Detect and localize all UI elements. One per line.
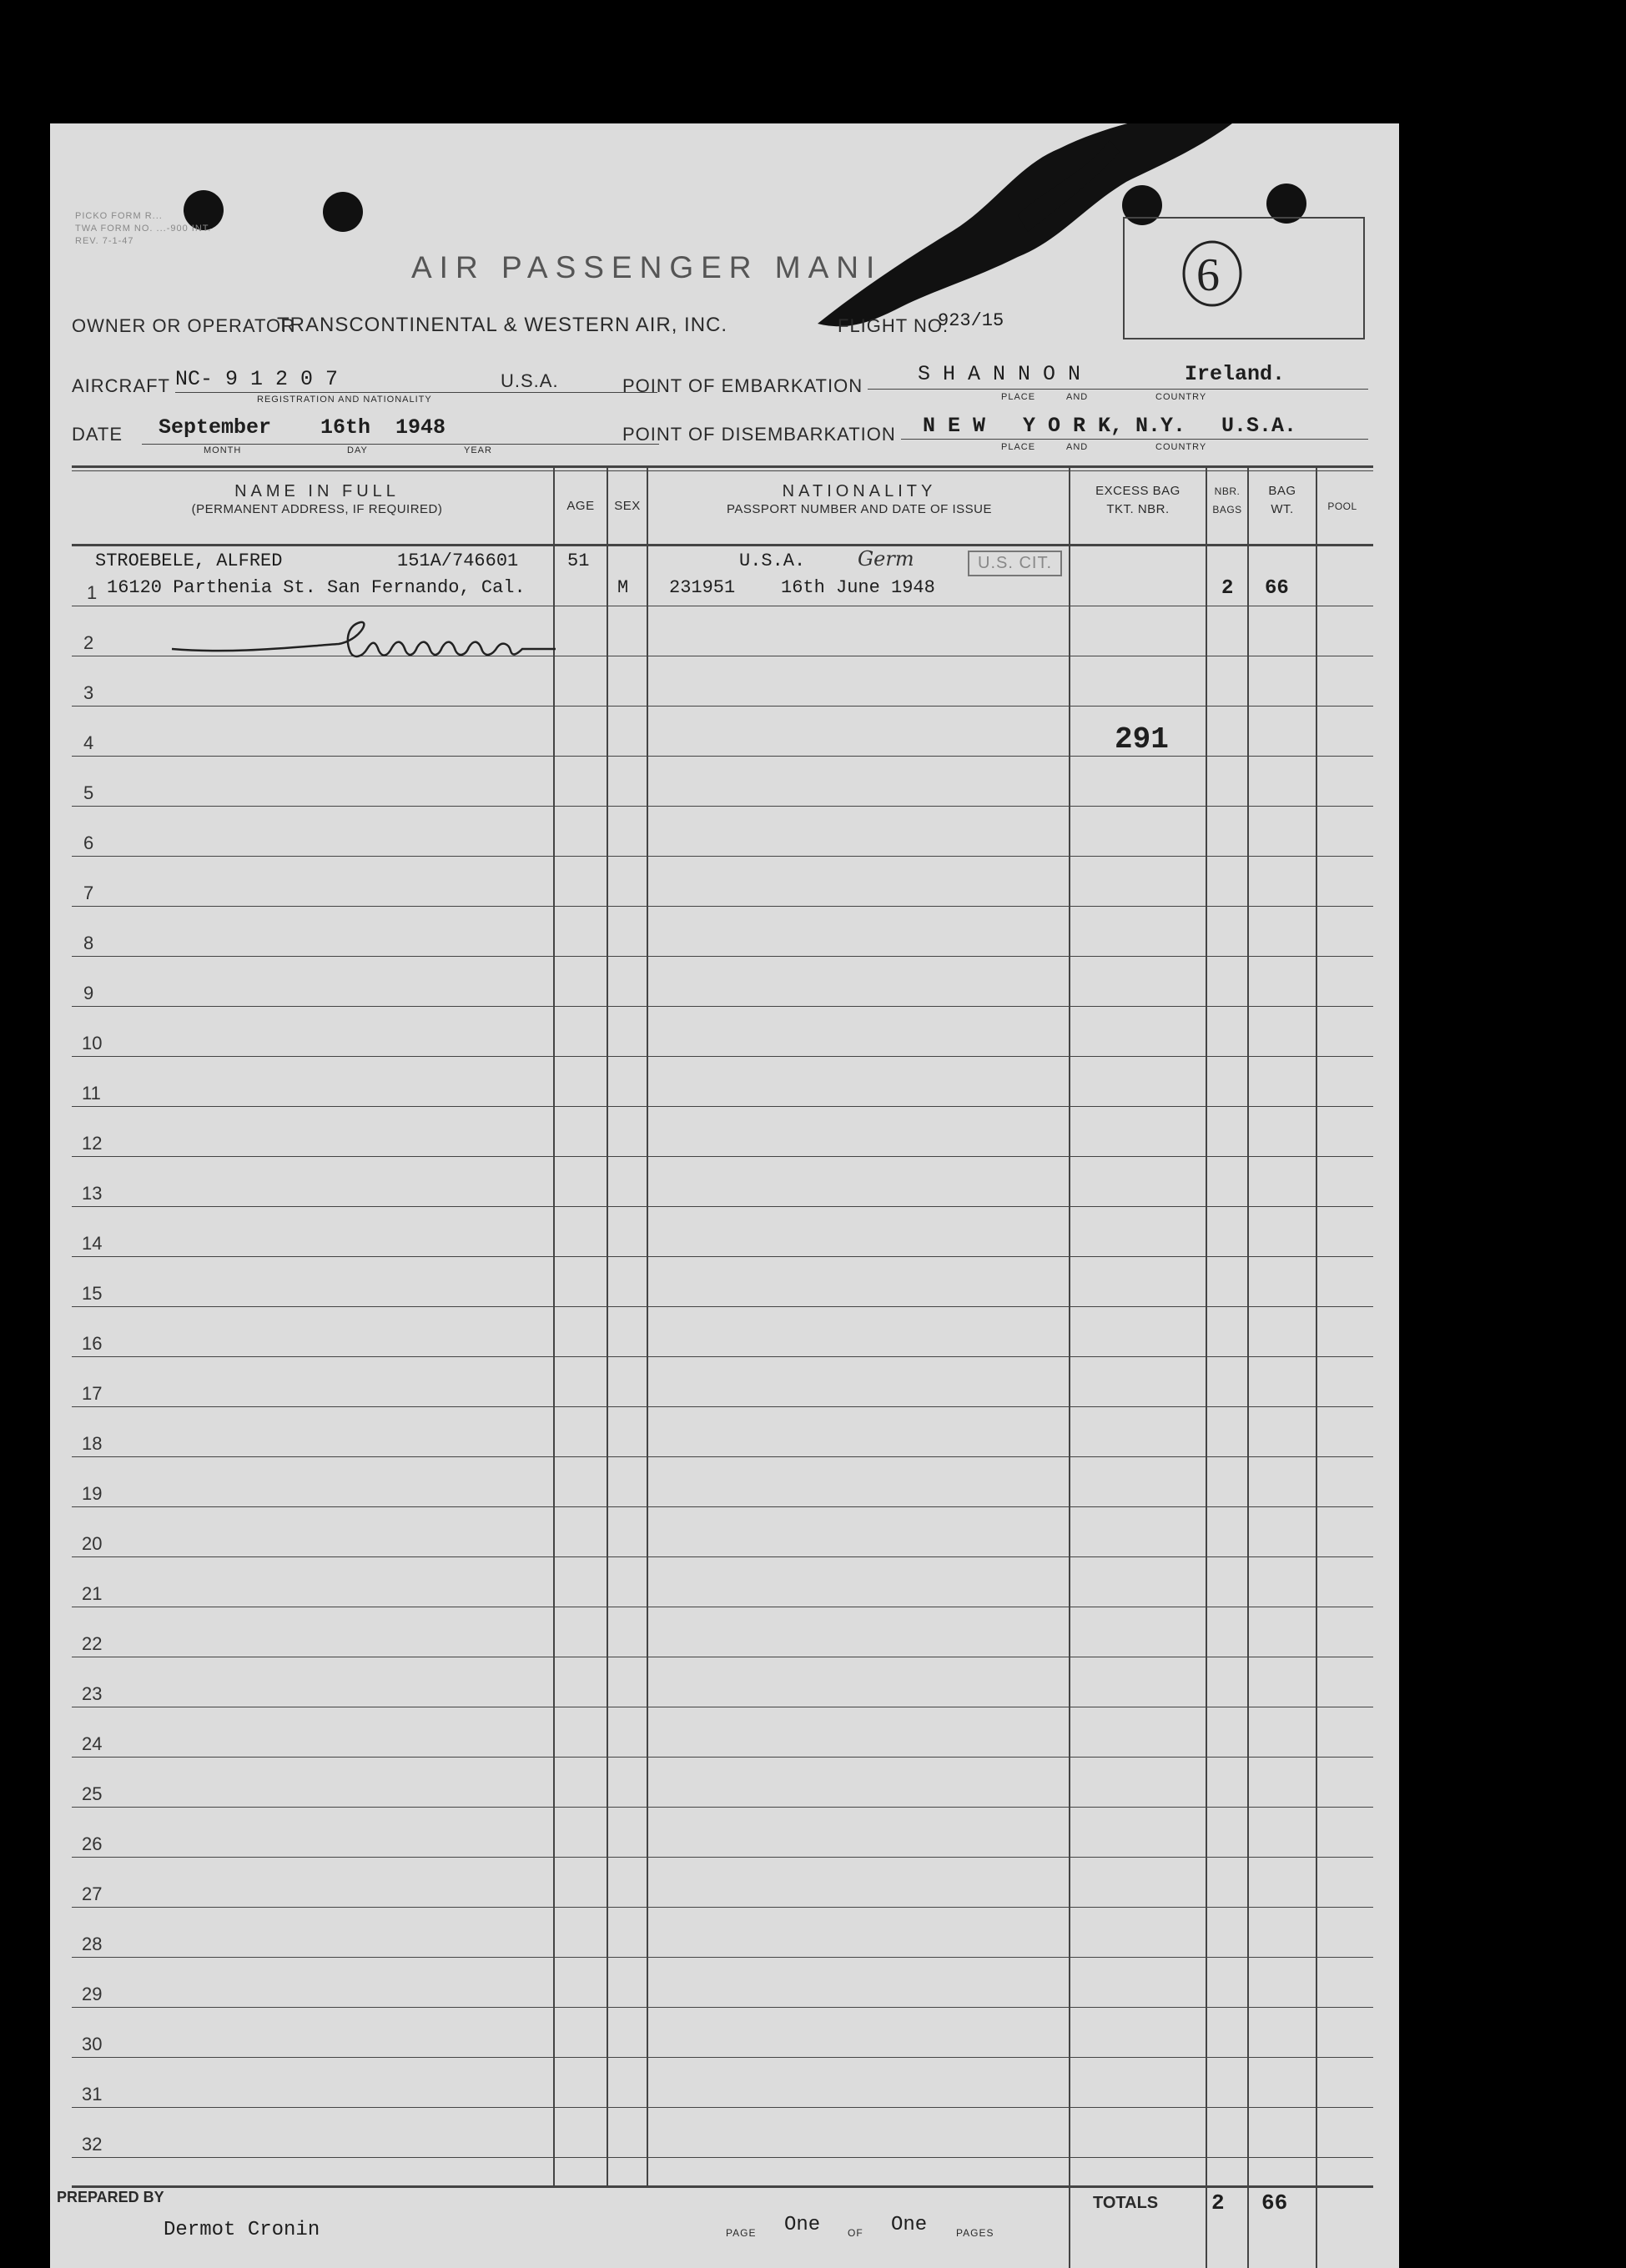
disembarkation-sublabel: COUNTRY [1155, 442, 1207, 452]
row-number: 23 [82, 1683, 103, 1704]
row-number: 27 [82, 1883, 103, 1904]
embarkation-sublabel: PLACE [1001, 392, 1036, 402]
disembarkation-sublabel: PLACE [1001, 442, 1036, 452]
row-number: 5 [83, 782, 94, 803]
aircraft-registration: NC- 9 1 2 0 7 [175, 367, 339, 391]
total-bags: 2 [1211, 2190, 1225, 2215]
row-number: 2 [83, 632, 94, 653]
passport-number: 231951 [669, 577, 736, 598]
disembarkation-label: POINT OF DISEMBARKATION [622, 424, 896, 445]
passenger-age: 51 [567, 551, 590, 571]
pages-label: PAGES [956, 2227, 994, 2239]
passenger-name: STROEBELE, ALFRED [95, 551, 283, 571]
date-sublabel: DAY [347, 445, 368, 455]
row-number: 13 [82, 1183, 103, 1204]
flight-label: FLIGHT NO. [838, 315, 949, 336]
owner-label: OWNER OR OPERATOR [72, 315, 295, 336]
passenger-ref: 151A/746601 [397, 551, 519, 571]
embarkation-label: POINT OF EMBARKATION [622, 375, 863, 396]
row-number: 20 [82, 1533, 103, 1554]
row-number: 18 [82, 1433, 103, 1454]
date-month: September [159, 415, 272, 440]
page-total: One [891, 2214, 928, 2236]
aircraft-label: AIRCRAFT [72, 375, 170, 396]
row-number: 3 [83, 682, 94, 703]
col-header-bag: BAG [1268, 484, 1296, 498]
col-header-bags: BAGS [1212, 504, 1242, 515]
embarkation-country: Ireland. [1185, 362, 1286, 386]
row-number: 1 [87, 582, 98, 603]
col-header-passport: PASSPORT NUMBER AND DATE OF ISSUE [727, 502, 992, 516]
row-number: 25 [82, 1783, 103, 1804]
form-ref-line: TWA FORM NO. ...-900 INT. [75, 224, 212, 234]
row-number: 22 [82, 1633, 103, 1654]
date-sublabel: MONTH [204, 445, 242, 455]
col-header-wt: WT. [1271, 502, 1294, 516]
row-number: 31 [82, 2084, 103, 2105]
passenger-bag-wt: 66 [1265, 577, 1289, 600]
embarkation-sublabel: COUNTRY [1155, 392, 1207, 402]
row-number: 4 [83, 732, 94, 753]
total-weight: 66 [1261, 2190, 1288, 2215]
form-ref-line: PICKO FORM R... [75, 211, 163, 221]
col-header-nbr: NBR. [1214, 485, 1241, 497]
punch-hole [323, 192, 363, 232]
row-number: 12 [82, 1133, 103, 1154]
row-number: 15 [82, 1283, 103, 1304]
col-header-nationality: NATIONALITY [782, 482, 937, 500]
of-label: OF [848, 2227, 863, 2239]
row-number: 26 [82, 1833, 103, 1854]
totals-label: TOTALS [1093, 2194, 1159, 2212]
row4-number: 291 [1115, 722, 1169, 757]
passenger-nbr-bags: 2 [1221, 577, 1234, 600]
row-number: 29 [82, 1984, 103, 2004]
row-number: 14 [82, 1233, 103, 1254]
row-number: 30 [82, 2034, 103, 2054]
row-number: 6 [83, 832, 94, 853]
passport-date: 16th June 1948 [781, 577, 935, 598]
passenger-nationality: U.S.A. [739, 551, 806, 571]
prepared-by-label: PREPARED BY [57, 2189, 164, 2205]
form-title: AIR PASSENGER MANI [411, 250, 883, 284]
nationality-handwritten-note: Germ [858, 547, 914, 571]
row-number: 11 [82, 1083, 101, 1104]
row-number: 32 [82, 2134, 103, 2155]
passenger-address: 16120 Parthenia St. San Fernando, Cal. [107, 577, 526, 598]
row-number: 9 [83, 983, 94, 1003]
row-number: 16 [82, 1333, 103, 1354]
owner-value: TRANSCONTINENTAL & WESTERN AIR, INC. [277, 314, 728, 336]
page-marker-number: 6 [1196, 249, 1220, 301]
passenger-sex: M [617, 577, 629, 598]
row-number: 28 [82, 1934, 103, 1954]
form-ref-line: REV. 7-1-47 [75, 236, 134, 246]
col-header-excess: EXCESS BAG [1095, 484, 1180, 498]
row-number: 21 [82, 1583, 103, 1604]
citizenship-stamp: U.S. CIT. [968, 551, 1062, 576]
row-number: 10 [82, 1033, 103, 1054]
date-label: DATE [72, 424, 123, 445]
row-number: 24 [82, 1733, 103, 1754]
row-number: 19 [82, 1483, 103, 1504]
prepared-by-name: Dermot Cronin [164, 2219, 320, 2241]
date-sublabel: YEAR [464, 445, 492, 455]
date-year: 1948 [395, 415, 446, 440]
manifest-sheet [50, 123, 1399, 2268]
page-number: One [784, 2214, 821, 2236]
row-number: 17 [82, 1383, 103, 1404]
row-number: 7 [83, 883, 94, 903]
disembarkation-place: N E W Y O R K, N.Y. [923, 414, 1186, 438]
col-header-name: NAME IN FULL [234, 482, 400, 500]
aircraft-sublabel: REGISTRATION AND NATIONALITY [257, 395, 432, 405]
page-label: PAGE [726, 2227, 757, 2239]
aircraft-nationality: U.S.A. [501, 370, 559, 391]
col-header-age: AGE [566, 499, 595, 513]
col-header-sex: SEX [614, 499, 641, 513]
col-header-name-sub: (PERMANENT ADDRESS, IF REQUIRED) [191, 502, 443, 516]
page-marker-box [1123, 217, 1365, 339]
disembarkation-sublabel: AND [1066, 442, 1089, 452]
disembarkation-country: U.S.A. [1221, 414, 1297, 438]
date-day: 16th [320, 415, 371, 440]
embarkation-place: S H A N N O N [918, 362, 1081, 386]
flight-number: 923/15 [938, 310, 1004, 331]
embarkation-sublabel: AND [1066, 392, 1089, 402]
row-number: 8 [83, 933, 94, 953]
col-header-pool: POOL [1327, 500, 1357, 512]
col-header-excess-sub: TKT. NBR. [1106, 502, 1170, 516]
signature [167, 616, 559, 666]
